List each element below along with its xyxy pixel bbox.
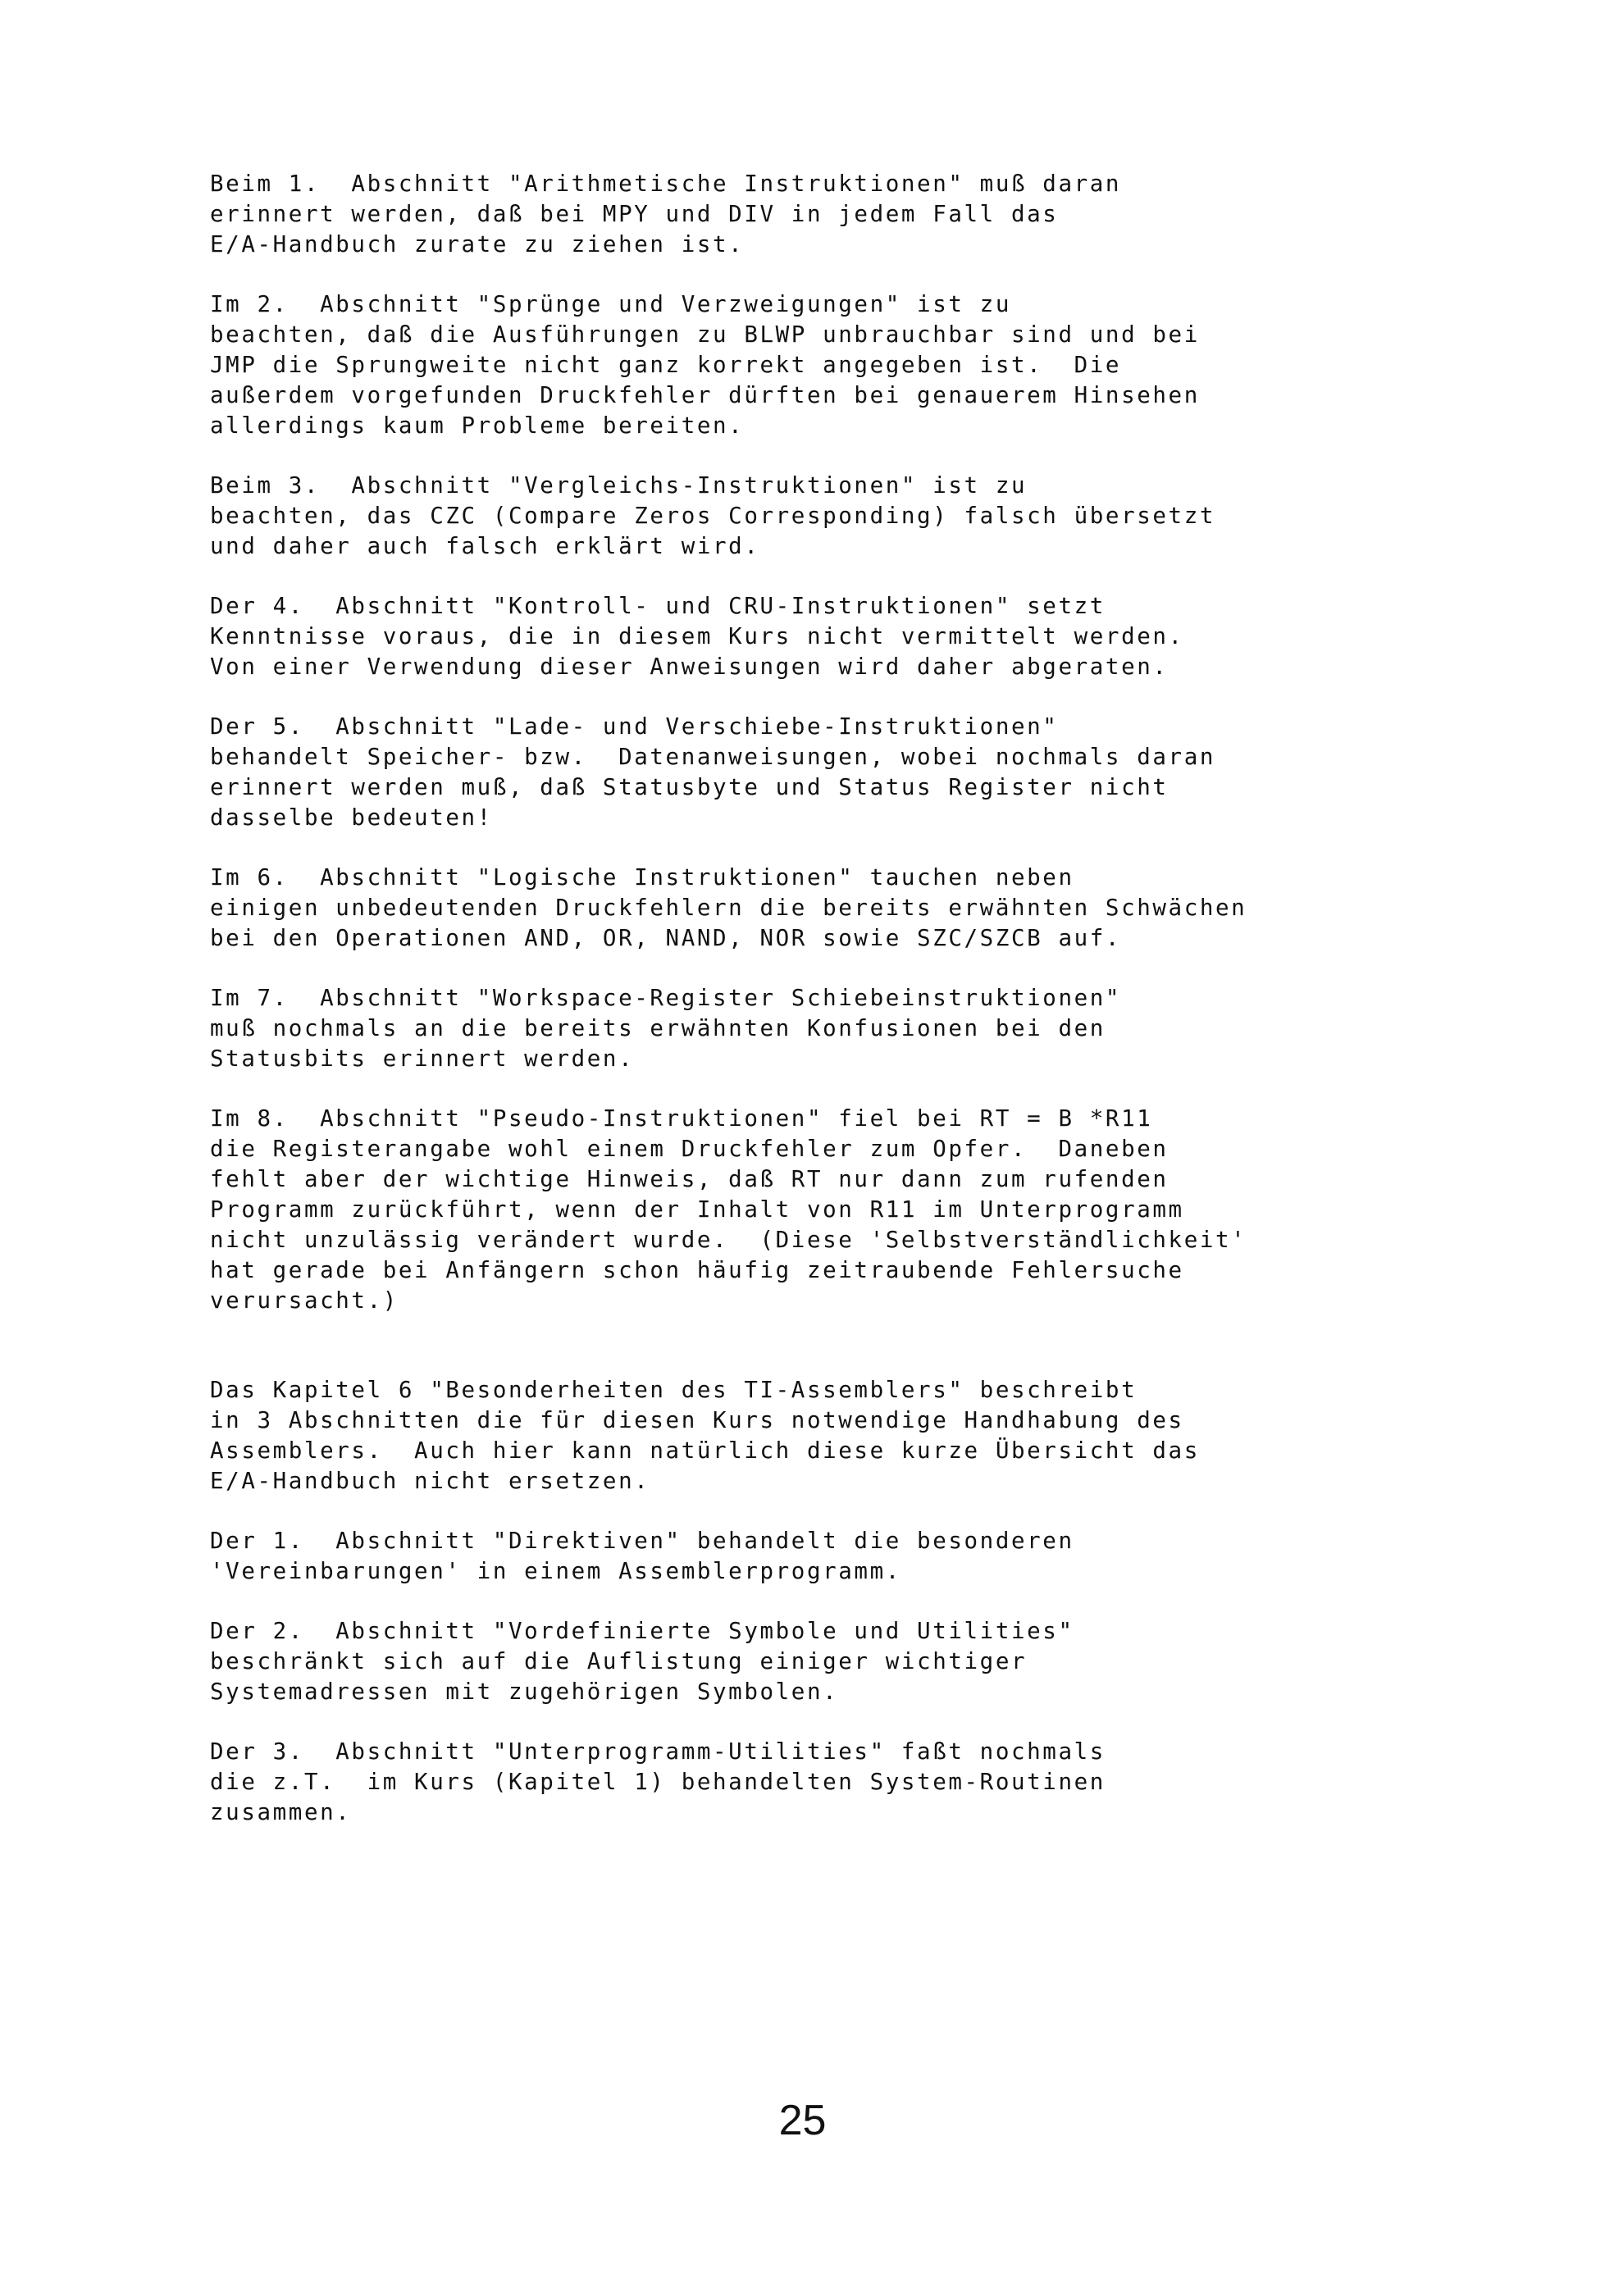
text-line: behandelt Speicher- bzw. Datenanweisungen, wobei nochmals daran [210, 744, 1216, 770]
paragraph-9 [210, 1375, 1391, 1496]
text-line: zusammen. [210, 1799, 352, 1825]
text-line: Kenntnisse voraus, die in diesem Kurs nicht vermittelt werden. [210, 623, 1184, 649]
text-line: dasselbe bedeuten! [210, 804, 493, 831]
text-line: beachten, daß die Ausführungen zu BLWP unbrauchbar sind und bei [210, 321, 1200, 348]
text-line: nicht unzulässig verändert wurde. (Diese 'Selbstverständlichkeit' [210, 1227, 1247, 1253]
text-line: allerdings kaum Probleme bereiten. [210, 412, 745, 439]
text-line: in 3 Abschnitten die für diesen Kurs notwendige Handhabung des [210, 1407, 1184, 1433]
text-line: beschränkt sich auf die Auflistung einiger wichtiger [210, 1648, 1028, 1674]
text-line: Programm zurückführt, wenn der Inhalt von R11 im Unterprogramm [210, 1196, 1184, 1223]
text-line: Im 8. Abschnitt "Pseudo-Instruktionen" fiel bei RT = B *R11 [210, 1105, 1153, 1132]
text-line: Von einer Verwendung dieser Anweisungen wird daher abgeraten. [210, 654, 1169, 680]
text-line: Statusbits erinnert werden. [210, 1046, 635, 1072]
text-line: die z.T. im Kurs (Kapitel 1) behandelten System-Routinen [210, 1769, 1106, 1795]
text-line: Im 2. Abschnitt "Sprünge und Verzweigungen" ist zu [210, 291, 1011, 317]
paragraph-3 [210, 471, 1391, 562]
text-line: Der 5. Abschnitt "Lade- und Verschiebe-Instruktionen" [210, 713, 1059, 740]
text-line: Der 4. Abschnitt "Kontroll- und CRU-Instruktionen" setzt [210, 593, 1106, 619]
text-line: Beim 1. Abschnitt "Arithmetische Instruktionen" muß daran [210, 171, 1122, 197]
text-line: Der 1. Abschnitt "Direktiven" behandelt die besonderen [210, 1528, 1074, 1554]
text-line: und daher auch falsch erklärt wird. [210, 533, 760, 559]
text-line: verursacht.) [210, 1287, 399, 1314]
text-line: muß nochmals an die bereits erwähnten Konfusionen bei den [210, 1015, 1106, 1041]
text-line: hat gerade bei Anfängern schon häufig zeitraubende Fehlersuche [210, 1257, 1184, 1283]
paragraph-6 [210, 863, 1391, 954]
page-number: 25 [778, 2097, 827, 2144]
paragraph-4 [210, 591, 1391, 682]
text-line: Das Kapitel 6 "Besonderheiten des TI-Assemblers" beschreibt [210, 1377, 1138, 1403]
paragraph-10 [210, 1526, 1391, 1587]
text-line: erinnert werden, daß bei MPY und DIV in jedem Fall das [210, 201, 1059, 227]
text-line: E/A-Handbuch zurate zu ziehen ist. [210, 231, 745, 257]
text-line: bei den Operationen AND, OR, NAND, NOR sowie SZC/SZCB auf. [210, 925, 1122, 951]
text-line: erinnert werden muß, daß Statusbyte und Status Register nicht [210, 774, 1169, 800]
paragraph-7 [210, 983, 1391, 1074]
text-line: fehlt aber der wichtige Hinweis, daß RT nur dann zum rufenden [210, 1166, 1169, 1192]
paragraph-2 [210, 289, 1391, 441]
paragraph-11 [210, 1616, 1391, 1707]
text-line: Der 3. Abschnitt "Unterprogramm-Utilities" faßt nochmals [210, 1738, 1106, 1765]
text-line: außerdem vorgefunden Druckfehler dürften bei genauerem Hinsehen [210, 382, 1200, 408]
paragraph-1 [210, 169, 1391, 260]
text-line: Systemadressen mit zugehörigen Symbolen. [210, 1679, 839, 1705]
text-line: Im 6. Abschnitt "Logische Instruktionen" tauchen neben [210, 864, 1074, 891]
text-line: Beim 3. Abschnitt "Vergleichs-Instruktionen" ist zu [210, 472, 1028, 499]
paragraph-5 [210, 712, 1391, 833]
text-line: einigen unbedeutenden Druckfehlern die bereits erwähnten Schwächen [210, 895, 1247, 921]
page-body [210, 169, 1391, 1857]
text-line: Im 7. Abschnitt "Workspace-Register Schiebeinstruktionen" [210, 985, 1122, 1011]
paragraph-8 [210, 1104, 1391, 1316]
text-line: E/A-Handbuch nicht ersetzen. [210, 1468, 650, 1494]
text-line: JMP die Sprungweite nicht ganz korrekt angegeben ist. Die [210, 352, 1122, 378]
text-line: Assemblers. Auch hier kann natürlich diese kurze Übersicht das [210, 1437, 1200, 1464]
paragraph-12 [210, 1737, 1391, 1828]
text-line: die Registerangabe wohl einem Druckfehler zum Opfer. Daneben [210, 1136, 1169, 1162]
text-line: beachten, das CZC (Compare Zeros Corresponding) falsch übersetzt [210, 503, 1216, 529]
text-line: 'Vereinbarungen' in einem Assemblerprogramm. [210, 1558, 901, 1584]
text-line: Der 2. Abschnitt "Vordefinierte Symbole und Utilities" [210, 1618, 1074, 1644]
